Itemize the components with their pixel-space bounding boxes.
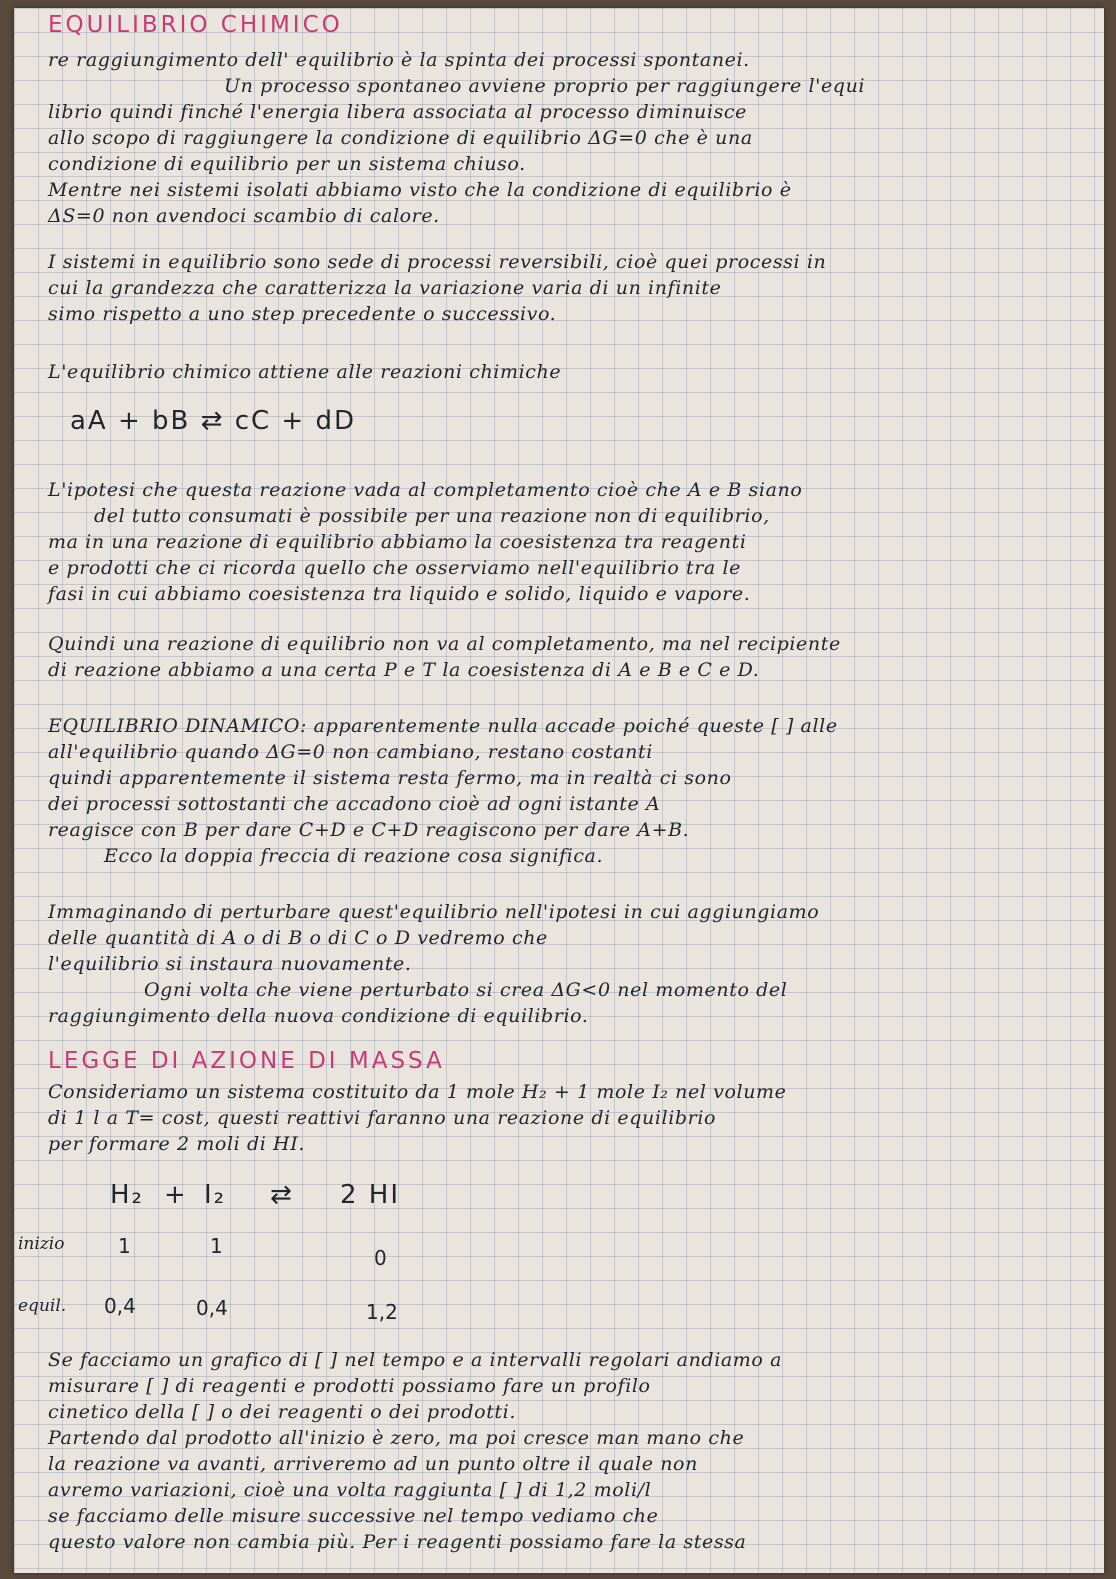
- text-line: Ecco la doppia freccia di reazione cosa significa.: [104, 845, 604, 867]
- cell-h2-inizio: 1: [118, 1234, 131, 1258]
- section-heading: LEGGE DI AZIONE DI MASSA: [48, 1048, 445, 1074]
- text-line: la reazione va avanti, arriveremo ad un punto oltre il quale non: [48, 1453, 698, 1475]
- text-line: misurare [ ] di reagenti e prodotti possiamo fare un profilo: [48, 1375, 651, 1397]
- row-label-inizio: inizio: [18, 1234, 65, 1254]
- text-line: delle quantità di A o di B o di C o D vedremo che: [48, 927, 548, 949]
- product-hi: 2 HI: [340, 1180, 401, 1210]
- text-line: dei processi sottostanti che accadono cioè ad ogni istante A: [48, 793, 661, 815]
- text-line: reagisce con B per dare C+D e C+D reagiscono per dare A+B.: [48, 819, 690, 841]
- text-line: re raggiungimento dell' equilibrio è la spinta dei processi spontanei.: [48, 49, 750, 71]
- reactant-i2: I₂: [204, 1180, 227, 1210]
- reaction-equation: aA + bB ⇄ cC + dD: [70, 406, 356, 436]
- text-line: Mentre nei sistemi isolati abbiamo visto che la condizione di equilibrio è: [48, 179, 792, 201]
- text-line: Un processo spontaneo avviene proprio per raggiungere l'equi: [224, 75, 866, 97]
- text-line: per formare 2 moli di HI.: [48, 1133, 305, 1155]
- text-line: questo valore non cambia più. Per i reagenti possiamo fare la stessa: [48, 1531, 747, 1553]
- text-line: Consideriamo un sistema costituito da 1 mole H₂ + 1 mole I₂ nel volume: [48, 1081, 787, 1103]
- text-line: di 1 l a T= cost, questi reattivi faranno una reazione di equilibrio: [48, 1107, 717, 1129]
- text-line: se facciamo delle misure successive nel tempo vediamo che: [48, 1505, 659, 1527]
- text-line: I sistemi in equilibrio sono sede di processi reversibili, cioè quei processi in: [48, 251, 827, 273]
- row-label-equil: equil.: [18, 1296, 67, 1316]
- text-line: del tutto consumati è possibile per una reazione non di equilibrio,: [94, 505, 770, 527]
- notebook-page: [14, 8, 1104, 1573]
- text-line: quindi apparentemente il sistema resta fermo, ma in realtà ci sono: [48, 767, 732, 789]
- text-line: Immaginando di perturbare quest'equilibrio nell'ipotesi in cui aggiungiamo: [48, 901, 820, 923]
- cell-i2-inizio: 1: [210, 1234, 223, 1258]
- page-heading: EQUILIBRIO CHIMICO: [48, 12, 343, 38]
- plus-sign: +: [164, 1180, 188, 1210]
- text-line: librio quindi finché l'energia libera associata al processo diminuisce: [48, 101, 748, 123]
- text-line: Quindi una reazione di equilibrio non va al completamento, ma nel recipiente: [48, 633, 841, 655]
- text-line: allo scopo di raggiungere la condizione di equilibrio ΔG=0 che è una: [48, 127, 753, 149]
- text-line: EQUILIBRIO DINAMICO: apparentemente nulla accade poiché queste [ ] alle: [48, 715, 838, 737]
- text-line: ma in una reazione di equilibrio abbiamo la coesistenza tra reagenti: [48, 531, 747, 553]
- text-line: L'equilibrio chimico attiene alle reazioni chimiche: [48, 361, 562, 383]
- text-line: e prodotti che ci ricorda quello che osserviamo nell'equilibrio tra le: [48, 557, 741, 579]
- cell-h2-equil: 0,4: [104, 1294, 136, 1318]
- equilibrium-arrow: ⇄: [270, 1180, 294, 1210]
- text-line: Ogni volta che viene perturbato si crea ΔG<0 nel momento del: [144, 979, 788, 1001]
- text-line: ΔS=0 non avendoci scambio di calore.: [48, 205, 440, 227]
- cell-hi-inizio: 0: [374, 1246, 387, 1270]
- text-line: fasi in cui abbiamo coesistenza tra liquido e solido, liquido e vapore.: [48, 583, 751, 605]
- text-line: simo rispetto a uno step precedente o successivo.: [48, 303, 557, 325]
- text-line: condizione di equilibrio per un sistema chiuso.: [48, 153, 526, 175]
- text-line: l'equilibrio si instaura nuovamente.: [48, 953, 412, 975]
- text-line: raggiungimento della nuova condizione di equilibrio.: [48, 1005, 589, 1027]
- text-line: Se facciamo un grafico di [ ] nel tempo e a intervalli regolari andiamo a: [48, 1349, 783, 1371]
- text-line: Partendo dal prodotto all'inizio è zero, ma poi cresce man mano che: [48, 1427, 745, 1449]
- text-line: L'ipotesi che questa reazione vada al completamento cioè che A e B siano: [48, 479, 803, 501]
- cell-i2-equil: 0,4: [196, 1296, 228, 1320]
- text-line: all'equilibrio quando ΔG=0 non cambiano, restano costanti: [48, 741, 653, 763]
- text-line: di reazione abbiamo a una certa P e T la coesistenza di A e B e C e D.: [48, 659, 760, 681]
- cell-hi-equil: 1,2: [366, 1300, 398, 1324]
- text-line: avremo variazioni, cioè una volta raggiunta [ ] di 1,2 moli/l: [48, 1479, 652, 1501]
- text-line: cui la grandezza che caratterizza la variazione varia di un infinite: [48, 277, 722, 299]
- text-line: cinetico della [ ] o dei reagenti o dei prodotti.: [48, 1401, 516, 1423]
- reactant-h2: H₂: [110, 1180, 144, 1210]
